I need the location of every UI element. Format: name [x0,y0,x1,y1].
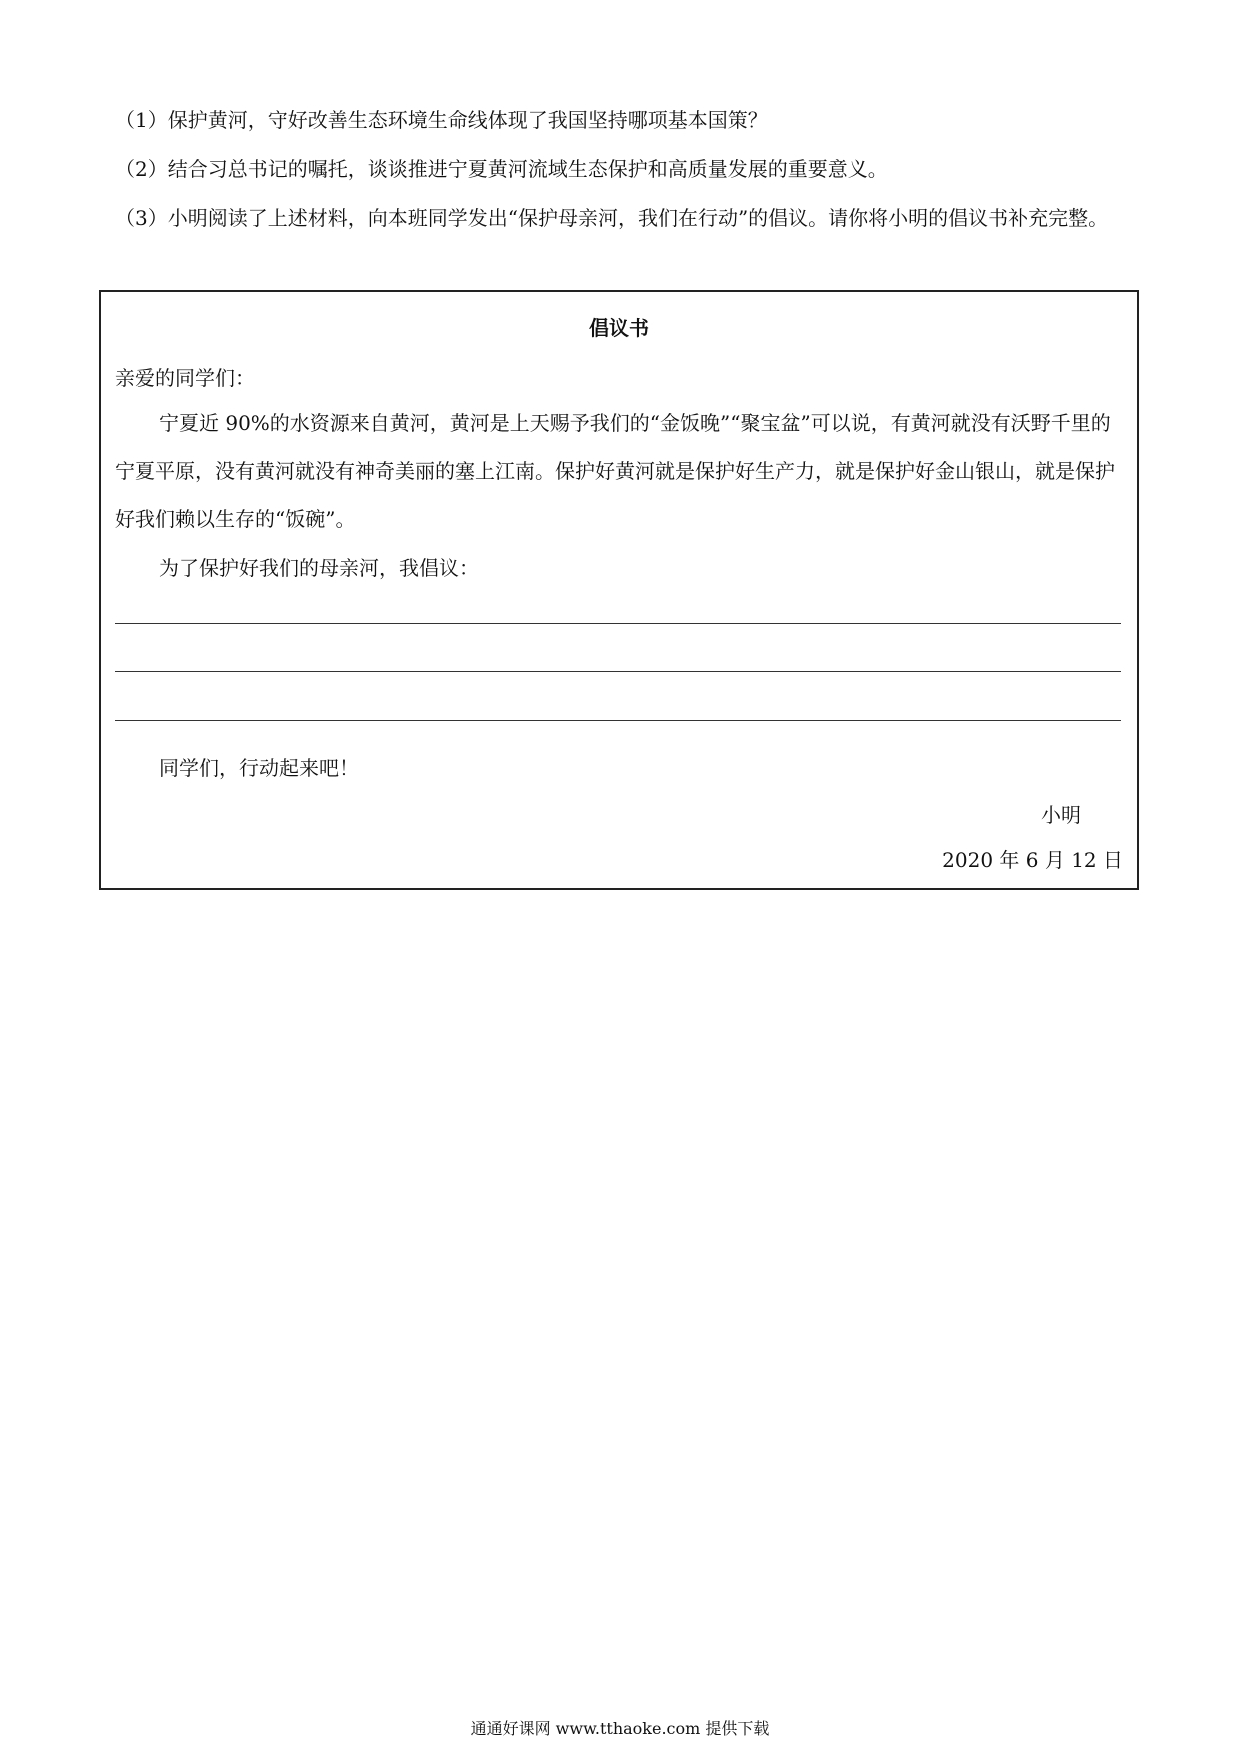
letter-title: 倡议书 [589,316,649,340]
letter-body: 宁夏近 90%的水资源来自黄河，黄河是上天赐予我们的“金饭晚”“聚宝盆”可以说，有黄河就没有沃野千里的宁夏平原，没有黄河就没有神奇美丽的塞上江南。保护好黄河就是保护好生产力，就是保护好金山银山，就是保护好我们赖以生存的“饭碗”。 [115,411,1115,531]
page-footer: 通通好课网 www.tthaoke.com 提供下载 [470,1719,770,1738]
letter-signature: 小明 [1041,803,1081,827]
question-2: （2）结合习总书记的嘱托，谈谈推进宁夏黄河流域生态保护和高质量发展的重要意义。 [115,157,888,181]
proposal-intro: 为了保护好我们的母亲河，我倡议： [159,556,479,580]
answer-line[interactable] [115,623,1121,624]
proposal-letter-box [99,290,1139,890]
question-1: （1）保护黄河，守好改善生态环境生命线体现了我国坚持哪项基本国策？ [115,108,768,132]
answer-line[interactable] [115,671,1121,672]
letter-date: 2020 年 6 月 12 日 [942,848,1123,872]
question-3: （3）小明阅读了上述材料，向本班同学发出“保护母亲河，我们在行动”的倡议。请你将小明的倡议书补充完整。 [115,206,1109,230]
letter-closing: 同学们，行动起来吧！ [159,756,359,780]
letter-greeting: 亲爱的同学们： [115,366,255,390]
answer-line[interactable] [115,720,1121,721]
